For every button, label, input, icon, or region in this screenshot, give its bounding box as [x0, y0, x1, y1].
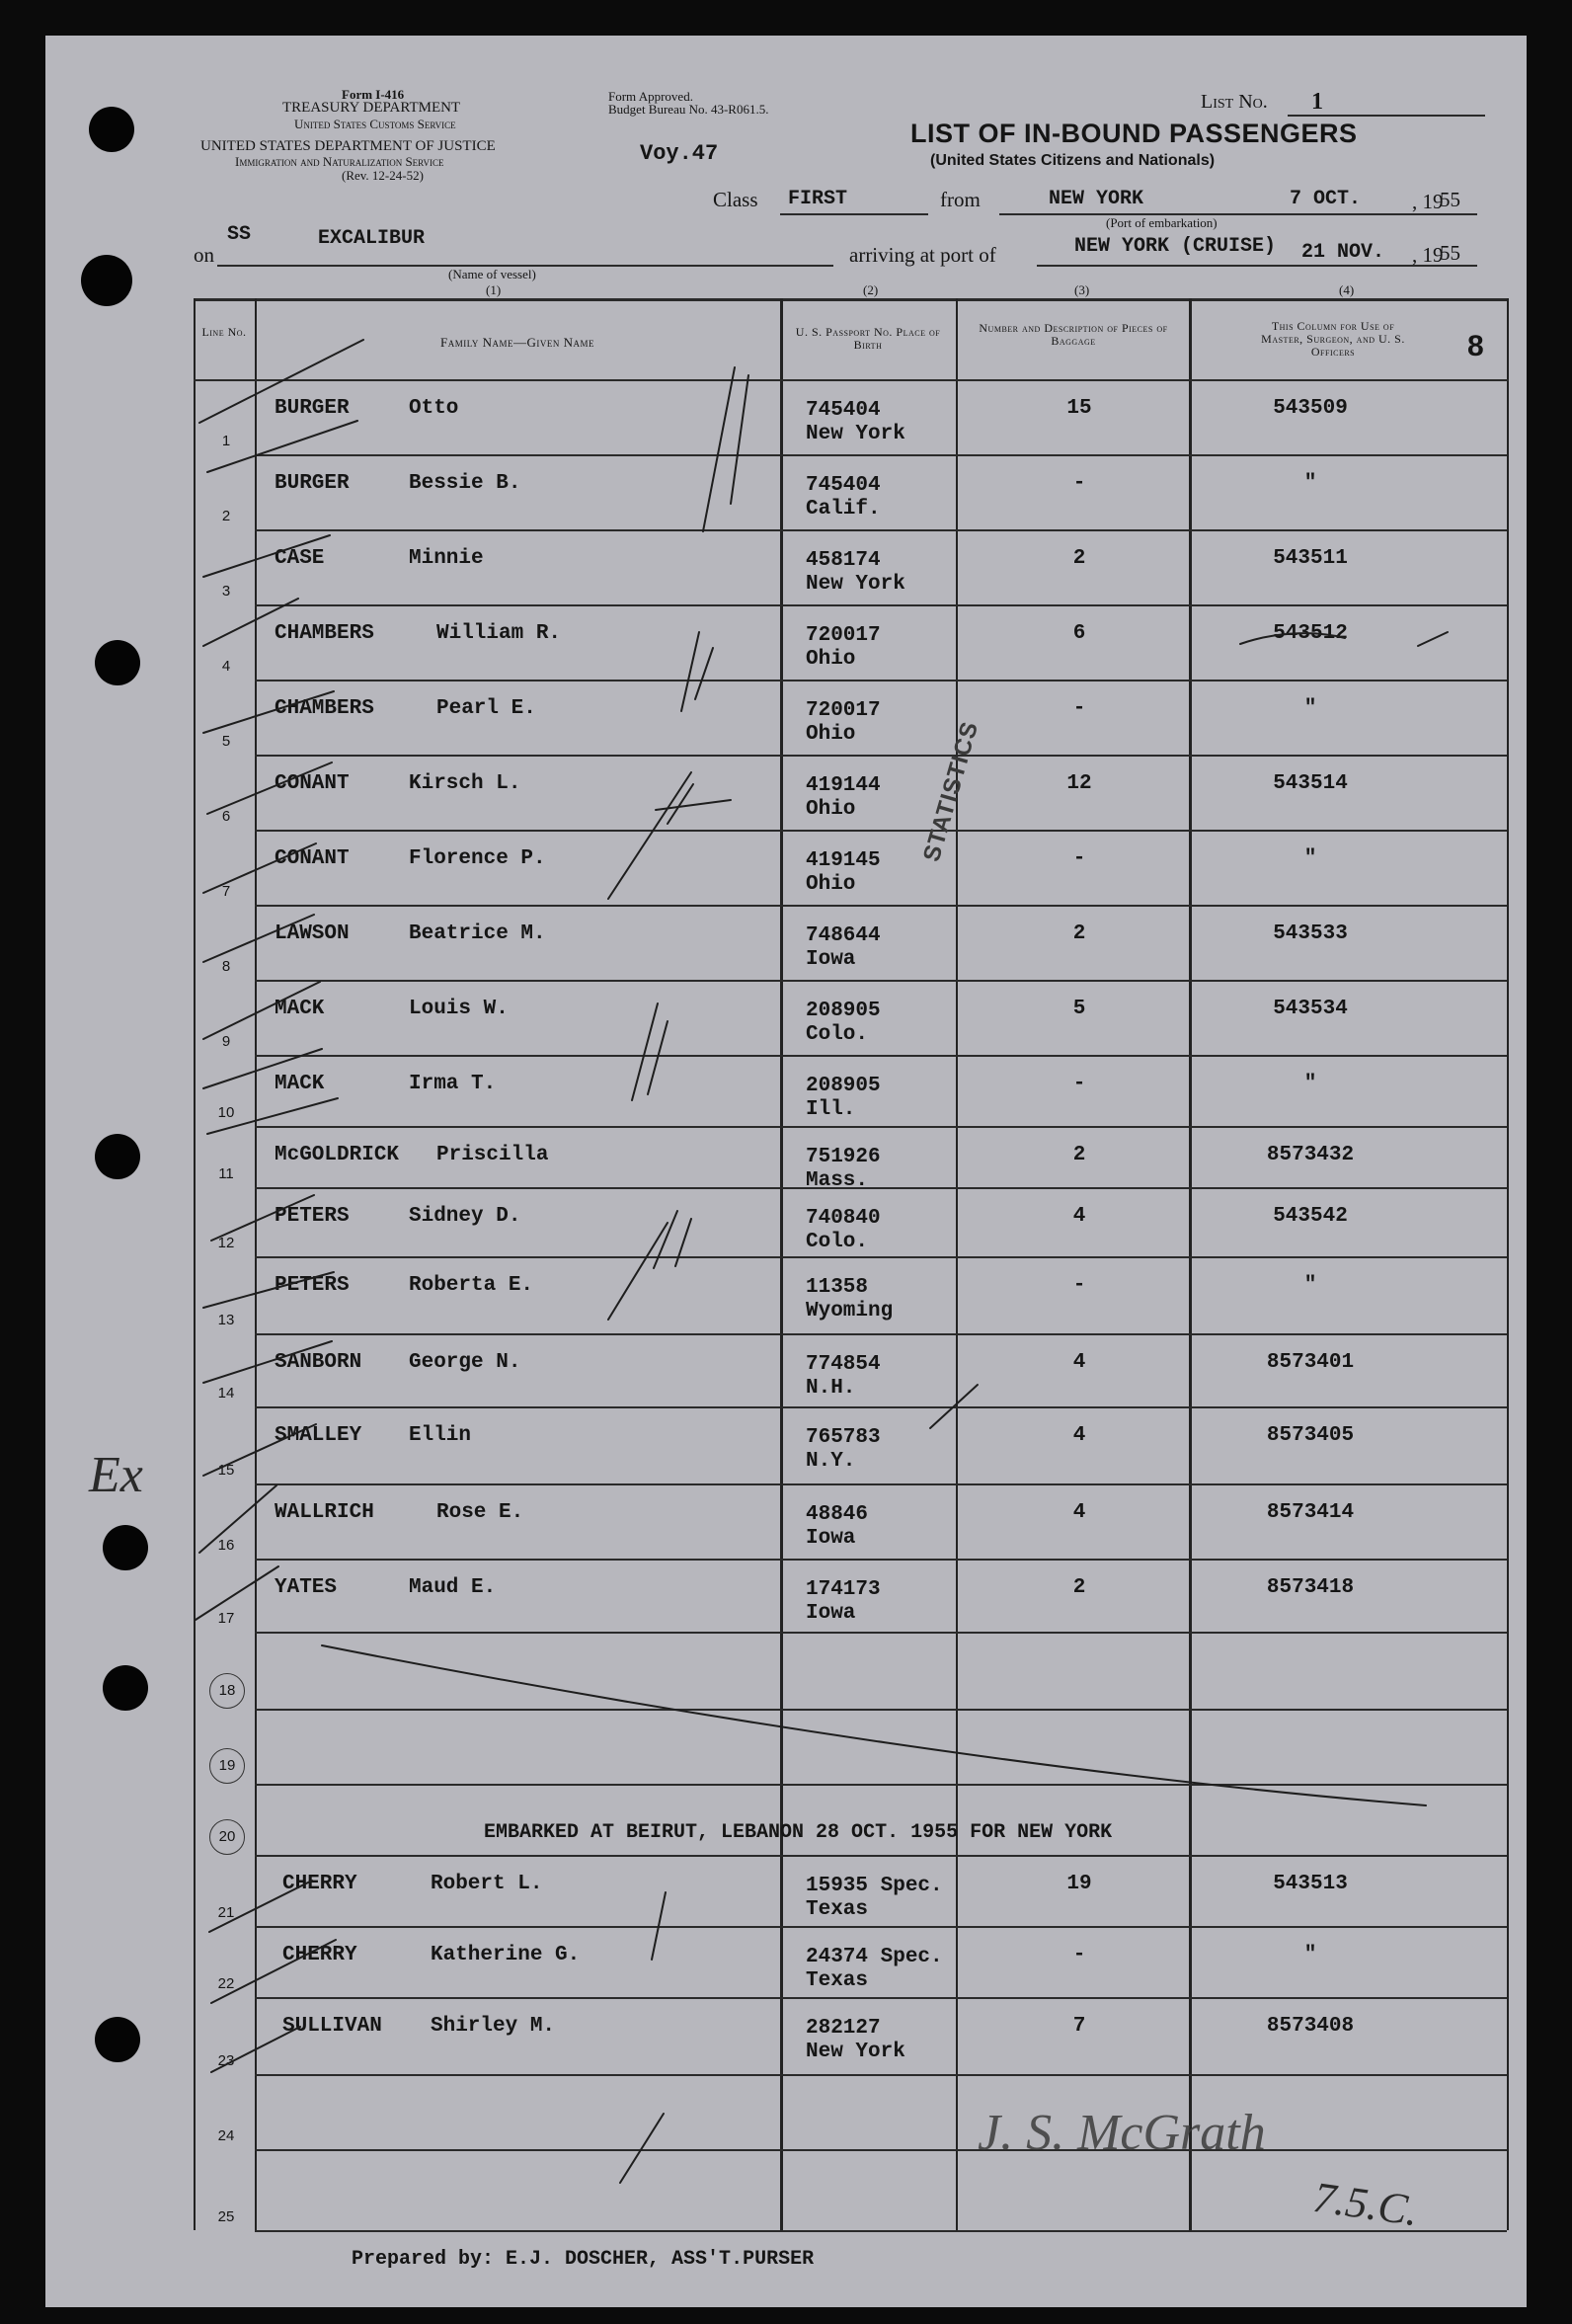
header-name: Family Name—Given Name	[440, 335, 594, 350]
row-divider	[255, 680, 1507, 681]
line-number: 22	[217, 1975, 235, 1992]
binder-hole	[89, 107, 134, 152]
row-divider	[255, 1997, 1507, 1999]
vessel-name: EXCALIBUR	[318, 227, 426, 250]
class-label: Class	[713, 188, 758, 211]
given-name: Sidney D.	[409, 1205, 521, 1228]
header-bottom-border	[194, 379, 1509, 381]
document-page	[45, 36, 1527, 2307]
line-number: 24	[217, 2127, 235, 2144]
line-number: 11	[218, 1165, 234, 1182]
line-number: 13	[217, 1312, 235, 1328]
line-number: 3	[221, 583, 231, 600]
vessel-note: (Name of vessel)	[448, 267, 536, 281]
family-name: CHAMBERS	[275, 697, 374, 720]
officer-number: "	[1303, 697, 1317, 720]
place-of-birth: Texas	[806, 1969, 869, 1992]
row-divider	[255, 1709, 1507, 1711]
line-number: 1	[221, 433, 231, 449]
given-name: Roberta E.	[409, 1274, 534, 1297]
voyage-number: Voy.47	[640, 141, 719, 166]
given-name: Maud E.	[409, 1576, 497, 1599]
officer-number: "	[1303, 1073, 1317, 1095]
family-name: MACK	[275, 998, 325, 1020]
line-number: 5	[221, 733, 231, 750]
baggage-count: 2	[1072, 1576, 1086, 1599]
officer-number: 543511	[1273, 547, 1348, 570]
given-name: Otto	[409, 397, 459, 420]
passport-number: 419144	[806, 774, 881, 797]
passport-number: 11358	[806, 1276, 869, 1299]
family-name: SULLIVAN	[282, 2015, 382, 2038]
baggage-count: 4	[1072, 1351, 1086, 1374]
line-number: 17	[217, 1610, 235, 1627]
vessel-prefix: SS	[227, 223, 252, 246]
arrival-date: 21 NOV.	[1301, 241, 1385, 264]
line-number: 8	[221, 958, 231, 975]
passport-number: 745404	[806, 474, 881, 497]
line-number: 19	[209, 1748, 245, 1784]
form-number: Form I-416	[342, 87, 405, 102]
place-of-birth: Mass.	[806, 1169, 869, 1192]
arriving-label: arriving at port of	[849, 243, 996, 267]
passport-number: 208905	[806, 1075, 881, 1097]
arrival-year-prefix: , 19	[1412, 243, 1444, 267]
given-name: William R.	[436, 622, 562, 645]
row-divider	[255, 2074, 1507, 2076]
baggage-count: 15	[1066, 397, 1092, 420]
treasury-department: TREASURY DEPARTMENT	[282, 100, 461, 116]
col-divider-baggage	[1189, 298, 1192, 2230]
row-divider	[255, 2230, 1507, 2232]
margin-note: Ex	[89, 1447, 143, 1503]
page-subtitle: (United States Citizens and Nationals)	[930, 152, 1216, 169]
officer-number: 8573405	[1266, 1424, 1355, 1447]
baggage-count: -	[1072, 472, 1086, 495]
given-name: Rose E.	[436, 1501, 524, 1524]
officer-number: 543509	[1273, 397, 1348, 420]
on-label: on	[194, 243, 214, 267]
col-num-2: (2)	[863, 282, 879, 297]
given-name: George N.	[409, 1351, 521, 1374]
row-divider	[255, 1333, 1507, 1335]
place-of-birth: Ill.	[806, 1098, 856, 1121]
given-name: Kirsch L.	[409, 772, 521, 795]
family-name: PETERS	[275, 1205, 350, 1228]
baggage-count: -	[1072, 1274, 1086, 1297]
row-divider	[255, 1406, 1507, 1408]
officer-number: 8573418	[1266, 1576, 1355, 1599]
row-divider	[255, 529, 1507, 531]
place-of-birth: Iowa	[806, 948, 856, 971]
col-num-1: (1)	[486, 282, 502, 297]
arrival-year: 55	[1440, 241, 1460, 265]
header-officers: This Column for Use of Master, Surgeon, and U. S. Officers	[1261, 319, 1405, 359]
customs-service: United States Customs Service	[294, 117, 456, 131]
place-of-birth: Wyoming	[806, 1300, 894, 1322]
baggage-count: 4	[1072, 1424, 1086, 1447]
binder-hole	[95, 2017, 140, 2062]
line-number: 7	[221, 883, 231, 900]
baggage-count: -	[1072, 847, 1086, 870]
baggage-count: 4	[1072, 1501, 1086, 1524]
line-number: 15	[217, 1462, 235, 1479]
depart-date: 7 OCT.	[1290, 188, 1362, 210]
page-mark: 8	[1467, 330, 1484, 362]
place-of-birth: Ohio	[806, 648, 856, 671]
baggage-count: 4	[1072, 1205, 1086, 1228]
passport-number: 174173	[806, 1578, 881, 1601]
place-of-birth: N.H.	[806, 1377, 856, 1400]
row-divider	[255, 905, 1507, 907]
given-name: Minnie	[409, 547, 484, 570]
line-number: 4	[221, 658, 231, 675]
from-value: NEW YORK	[1049, 188, 1144, 210]
place-of-birth: New York	[806, 2041, 905, 2063]
table-top-border	[194, 298, 1509, 301]
row-divider	[255, 830, 1507, 832]
passport-number: 720017	[806, 699, 881, 722]
place-of-birth: Ohio	[806, 723, 856, 746]
baggage-count: -	[1072, 1073, 1086, 1095]
baggage-count: -	[1072, 697, 1086, 720]
class-underline	[780, 213, 928, 215]
budget-bureau: Budget Bureau No. 43-R061.5.	[608, 102, 769, 117]
place-of-birth: Texas	[806, 1898, 869, 1921]
line-number: 2	[221, 508, 231, 524]
baggage-count: 12	[1066, 772, 1092, 795]
officer-initials: 7.5.C.	[1310, 2172, 1422, 2236]
baggage-count: 2	[1072, 547, 1086, 570]
line-number: 14	[217, 1385, 235, 1402]
row-divider	[255, 454, 1507, 456]
line-number: 9	[221, 1033, 231, 1050]
depart-year: 55	[1440, 188, 1460, 211]
family-name: WALLRICH	[275, 1501, 374, 1524]
passport-number: 720017	[806, 624, 881, 647]
passport-number: 458174	[806, 549, 881, 572]
form-approved: Form Approved.	[608, 89, 693, 104]
family-name: CONANT	[275, 847, 350, 870]
family-name: CHERRY	[282, 1944, 357, 1966]
port-embarkation-note: (Port of embarkation)	[1106, 215, 1218, 230]
place-of-birth: Calif.	[806, 498, 881, 521]
class-value: FIRST	[788, 188, 848, 210]
line-number: 16	[217, 1537, 235, 1554]
family-name: LAWSON	[275, 922, 350, 945]
list-no-value: 1	[1311, 89, 1323, 115]
family-name: CHERRY	[282, 1873, 357, 1895]
officer-signature: J. S. McGrath	[978, 2105, 1266, 2161]
officer-number: 8573401	[1266, 1351, 1355, 1374]
place-of-birth: Colo.	[806, 1023, 869, 1046]
family-name: MACK	[275, 1073, 325, 1095]
passport-number: 745404	[806, 399, 881, 422]
passport-number: 774854	[806, 1353, 881, 1376]
family-name: CONANT	[275, 772, 350, 795]
given-name: Ellin	[409, 1424, 472, 1447]
passport-number: 765783	[806, 1426, 881, 1449]
row-divider	[255, 1483, 1507, 1485]
place-of-birth: New York	[806, 573, 905, 596]
from-label: from	[940, 188, 981, 211]
officer-number: 543512	[1273, 622, 1348, 645]
prepared-by: Prepared by: E.J. DOSCHER, ASS'T.PURSER	[352, 2248, 815, 2271]
col-num-3: (3)	[1074, 282, 1090, 297]
header-line-no: Line No.	[201, 325, 247, 339]
line-number: 10	[217, 1104, 235, 1121]
baggage-count: 6	[1072, 622, 1086, 645]
col-divider-line	[255, 298, 257, 2230]
family-name: SANBORN	[275, 1351, 362, 1374]
justice-department: UNITED STATES DEPARTMENT OF JUSTICE	[200, 138, 496, 154]
row-divider	[255, 1559, 1507, 1561]
given-name: Robert L.	[431, 1873, 543, 1895]
place-of-birth: Iowa	[806, 1527, 856, 1550]
table-right-border	[1507, 298, 1509, 2230]
baggage-count: 5	[1072, 998, 1086, 1020]
statistics-stamp: STATISTICS	[918, 718, 984, 865]
line-number: 18	[209, 1673, 245, 1709]
officer-number: 543533	[1273, 922, 1348, 945]
family-name: CASE	[275, 547, 325, 570]
row-divider	[255, 604, 1507, 606]
line-number: 20	[209, 1819, 245, 1855]
place-of-birth: New York	[806, 423, 905, 445]
given-name: Irma T.	[409, 1073, 497, 1095]
revision-date: (Rev. 12-24-52)	[342, 168, 424, 183]
place-of-birth: Ohio	[806, 798, 856, 821]
family-name: PETERS	[275, 1274, 350, 1297]
family-name: McGOLDRICK	[275, 1144, 400, 1166]
row-divider	[255, 755, 1507, 757]
header-baggage: Number and Description of Pieces of Baggage	[979, 321, 1168, 348]
officer-number: "	[1303, 472, 1317, 495]
ins-service: Immigration and Naturalization Service	[235, 154, 444, 169]
binder-hole	[81, 255, 132, 306]
row-divider	[255, 980, 1507, 982]
passport-number: 748644	[806, 924, 881, 947]
officer-number: 543534	[1273, 998, 1348, 1020]
binder-hole	[103, 1665, 148, 1711]
family-name: SMALLEY	[275, 1424, 362, 1447]
passport-number: 24374 Spec.	[806, 1946, 943, 1968]
line-number: 21	[217, 1904, 235, 1921]
passport-number: 15935 Spec.	[806, 1875, 943, 1897]
given-name: Shirley M.	[431, 2015, 556, 2038]
given-name: Pearl E.	[436, 697, 536, 720]
officer-number: 8573432	[1266, 1144, 1355, 1166]
baggage-count: 2	[1072, 1144, 1086, 1166]
row-divider	[255, 1055, 1507, 1057]
family-name: YATES	[275, 1576, 338, 1599]
passport-number: 282127	[806, 2017, 881, 2040]
officer-number: 543542	[1273, 1205, 1348, 1228]
row-divider	[255, 1855, 1507, 1857]
passport-number: 208905	[806, 1000, 881, 1022]
page-title: LIST OF IN-BOUND PASSENGERS	[910, 119, 1358, 148]
given-name: Beatrice M.	[409, 922, 546, 945]
baggage-count: 19	[1066, 1873, 1092, 1895]
baggage-count: 7	[1072, 2015, 1086, 2038]
from-underline	[999, 213, 1477, 215]
officer-number: "	[1303, 1944, 1317, 1966]
place-of-birth: Iowa	[806, 1602, 856, 1625]
row-divider	[255, 1632, 1507, 1634]
passport-number: 751926	[806, 1146, 881, 1168]
family-name: BURGER	[275, 472, 350, 495]
header-passport: U. S. Passport No. Place of Birth	[795, 325, 941, 352]
embarkation-note: EMBARKED AT BEIRUT, LEBANON 28 OCT. 1955 FOR NEW YORK	[484, 1821, 1113, 1844]
given-name: Katherine G.	[431, 1944, 581, 1966]
binder-hole	[103, 1525, 148, 1570]
binder-hole	[95, 640, 140, 685]
row-divider	[255, 2149, 1507, 2151]
place-of-birth: N.Y.	[806, 1450, 856, 1473]
row-divider	[255, 1784, 1507, 1786]
line-number: 23	[217, 2052, 235, 2069]
given-name: Florence P.	[409, 847, 546, 870]
arrival-port: NEW YORK (CRUISE)	[1074, 235, 1277, 258]
line-number: 12	[217, 1235, 235, 1251]
row-divider	[255, 1926, 1507, 1928]
officer-number: 8573414	[1266, 1501, 1355, 1524]
depart-year-prefix: , 19	[1412, 190, 1444, 213]
given-name: Bessie B.	[409, 472, 521, 495]
col-divider-name	[780, 298, 783, 2230]
passport-number: 419145	[806, 849, 881, 872]
officer-number: "	[1303, 847, 1317, 870]
baggage-count: -	[1072, 1944, 1086, 1966]
place-of-birth: Colo.	[806, 1231, 869, 1253]
list-no-label: List No.	[1201, 91, 1268, 113]
arrival-underline	[1037, 265, 1477, 267]
family-name: BURGER	[275, 397, 350, 420]
row-divider	[255, 1187, 1507, 1189]
col-divider-passport	[956, 298, 958, 2230]
officer-number: "	[1303, 1274, 1317, 1297]
row-divider	[255, 1126, 1507, 1128]
passport-number: 48846	[806, 1503, 869, 1526]
place-of-birth: Ohio	[806, 873, 856, 896]
officer-number: 543513	[1273, 1873, 1348, 1895]
line-number: 6	[221, 808, 231, 825]
row-divider	[255, 1256, 1507, 1258]
table-left-border	[194, 298, 196, 2230]
officer-number: 543514	[1273, 772, 1348, 795]
family-name: CHAMBERS	[275, 622, 374, 645]
line-number: 25	[217, 2208, 235, 2225]
baggage-count: 2	[1072, 922, 1086, 945]
given-name: Priscilla	[436, 1144, 549, 1166]
binder-hole	[95, 1134, 140, 1179]
given-name: Louis W.	[409, 998, 509, 1020]
col-num-4: (4)	[1339, 282, 1355, 297]
officer-number: 8573408	[1266, 2015, 1355, 2038]
passport-number: 740840	[806, 1207, 881, 1230]
